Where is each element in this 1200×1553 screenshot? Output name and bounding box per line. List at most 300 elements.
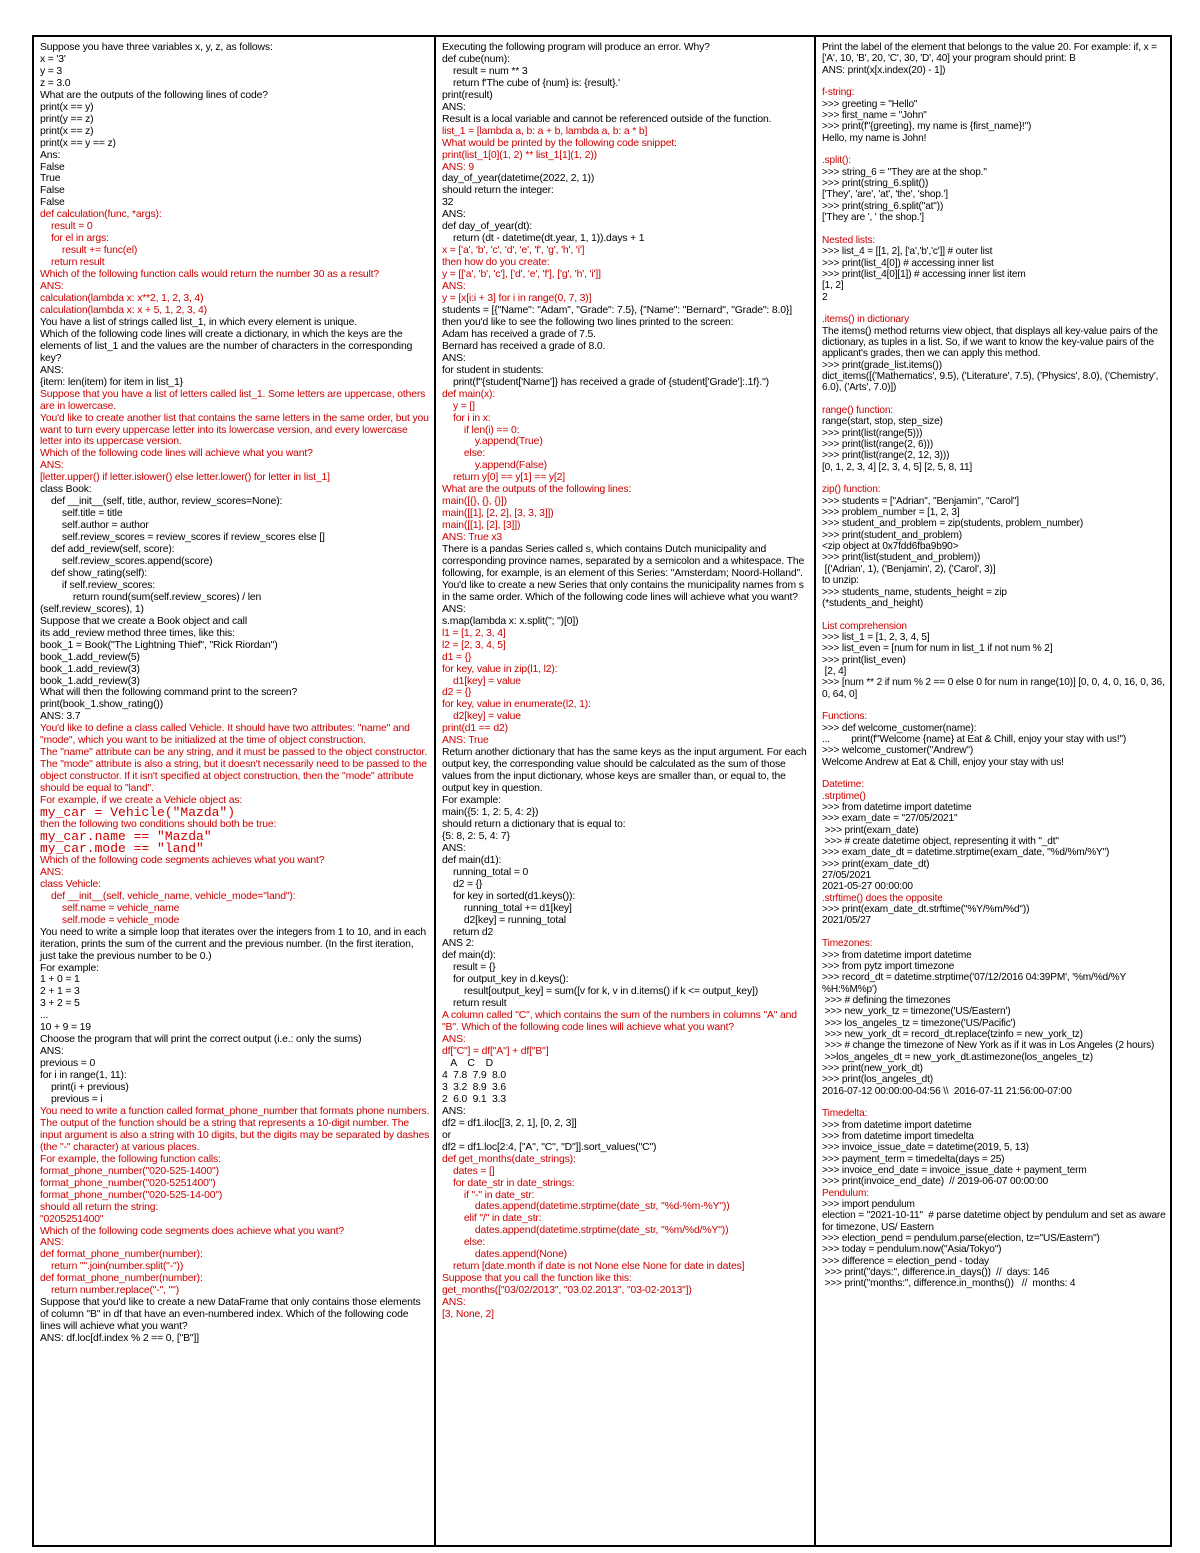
text-line: return round(sum(self.review_scores) / len xyxy=(40,591,262,603)
text-line: >>> print("months:", difference.in_months()) // months: 4 xyxy=(822,1278,1076,1290)
text-line: def get_months(date_strings): xyxy=(442,1153,576,1165)
text-line: y.append(False) xyxy=(442,460,547,472)
text-line: df2 = df1.loc[2:4, ["A", "C", "D"]].sort_values("C") xyxy=(442,1141,657,1153)
text-line: y = [x[i:i + 3] for i in range(0, 7, 3)] xyxy=(442,293,592,305)
text-line: book_1.add_review(3) xyxy=(40,663,140,675)
text-line: (*students_and_height) xyxy=(822,597,924,609)
text-line: Which of the following code segments does achieve what you want? xyxy=(40,1225,345,1237)
text-line: calculation(lambda x: x + 5, 1, 2, 3, 4) xyxy=(40,304,207,316)
text-line: return "".join(number.split("-")) xyxy=(40,1261,184,1273)
text-line: ANS: True xyxy=(442,735,489,747)
text-line: What will then the following command print to the screen? xyxy=(40,687,298,699)
text-line: zip() function: xyxy=(822,484,881,496)
text-line xyxy=(822,768,1166,779)
text-line: 3 3.2 8.9 3.6 xyxy=(442,1081,507,1093)
text-line: The items() method returns view object, that displays all key-value pairs of the dictionary, as tuples in a list. So, if we want to know the key-value pairs of the applicant's grades, then we can apply this method. xyxy=(822,325,1161,360)
text-line: self.review_scores.append(score) xyxy=(40,555,213,567)
text-line: main({5: 1, 2: 5, 4: 2}) xyxy=(442,807,539,818)
text-line: ANS: xyxy=(442,1297,466,1309)
text-line xyxy=(822,224,1166,235)
text-line: (self.review_scores), 1) xyxy=(40,603,144,615)
text-line: >>> print(list(range(2, 6))) xyxy=(822,439,934,451)
text-line: result = 0 xyxy=(40,221,93,233)
text-line: def main(d): xyxy=(442,950,496,962)
text-line: [0, 1, 2, 3, 4] [2, 3, 4, 5] [2, 5, 8, 11] xyxy=(822,461,973,473)
text-line: ['They', 'are', 'at', 'the', 'shop.'] xyxy=(822,189,948,201)
text-line: dates.append(datetime.strptime(date_str, "%d-%m-%Y")) xyxy=(442,1201,730,1213)
text-line: d2[key] = running_total xyxy=(442,914,566,926)
text-line: For example: xyxy=(40,962,99,974)
text-line: range() function: xyxy=(822,405,893,416)
text-line: 2021-05-27 00:00:00 xyxy=(822,881,913,893)
text-line: result = num ** 3 xyxy=(442,65,528,77)
text-line: def main(d1): xyxy=(442,854,502,866)
text-line: .items() in dictionary xyxy=(822,314,910,326)
text-line: result = {} xyxy=(442,962,496,974)
text-line: >>> payment_term = timedelta(days = 25) xyxy=(822,1153,1005,1165)
text-line: >>> def welcome_customer(name): xyxy=(822,722,977,734)
text-line: my_car.name == "Mazda" xyxy=(40,828,212,844)
text-line: running_total = 0 xyxy=(442,866,529,878)
column-1 xyxy=(34,37,434,1545)
text-line: def day_of_year(dt): xyxy=(442,221,532,233)
text-line: ANS: xyxy=(442,1034,466,1046)
text-line: ['They are ', ' the shop.'] xyxy=(822,212,924,224)
text-line xyxy=(822,394,1166,405)
text-line: A C D xyxy=(442,1058,494,1070)
text-line: d2 = {} xyxy=(442,878,483,890)
text-line: For example, the following function calls: xyxy=(40,1153,221,1165)
text-line: Suppose that you call the function like this: xyxy=(442,1273,632,1285)
text-line: d1[key] = value xyxy=(442,675,521,687)
text-line: print(x == y) xyxy=(40,101,94,113)
text-line: print(book_1.show_rating()) xyxy=(40,699,164,711)
text-line: {5: 8, 2: 5, 4: 7} xyxy=(442,830,510,842)
text-line xyxy=(822,76,1166,87)
text-line: format_phone_number("020-525-1400") xyxy=(40,1165,219,1177)
text-line: Timezones: xyxy=(822,938,873,950)
text-line: You'd like to create a new Series that only contains the municipality names from s in the same order. Which of the following code lines will achieve what you want? xyxy=(442,579,807,603)
text-line: main([{}, {}, {}]) xyxy=(442,496,507,508)
text-line: {item: len(item) for item in list_1} xyxy=(40,376,184,388)
text-line: Bernard has received a grade of 8.0. xyxy=(442,340,606,352)
text-line: running_total += d1[key] xyxy=(442,902,572,914)
text-line: >>> [num ** 2 if num % 2 == 0 else 0 for num in range(10)] [0, 0, 4, 0, 16, 0, 36, 0, 64, 0] xyxy=(822,677,1168,700)
text-line: elif "/" in date_str: xyxy=(442,1213,542,1225)
text-line: >>> print(exam_date) xyxy=(822,824,919,836)
text-line: book_1.add_review(5) xyxy=(40,651,140,663)
text-line: For example, if we create a Vehicle object as: xyxy=(40,795,243,807)
text-line: ANS: df.loc[df.index % 2 == 0, ["B"]] xyxy=(40,1333,199,1345)
text-line: dates.append(None) xyxy=(442,1249,567,1261)
text-line: >>> print(list_4[0]) # accessing inner list xyxy=(822,257,994,269)
text-line: >>> difference = election_pend - today xyxy=(822,1255,989,1267)
text-line: >>> # change the timezone of New York as if it was in Los Angeles (2 hours) xyxy=(822,1040,1155,1052)
text-line: return [date.month if date is not None else None for date in dates] xyxy=(442,1261,745,1273)
text-line: should return a dictionary that is equal to: xyxy=(442,818,626,830)
text-line: if self.review_scores: xyxy=(40,579,156,591)
text-line: ... print(f"Welcome {name} at Eat & Chill, enjoy your stay with us!") xyxy=(822,733,1127,745)
text-line: >>> exam_date = "27/05/2021" xyxy=(822,813,958,825)
text-line: ANS: xyxy=(442,209,466,221)
text-line: True xyxy=(40,173,61,185)
text-line: def __init__(self, title, author, review_scores=None): xyxy=(40,496,283,508)
text-line: ANS: xyxy=(40,364,64,376)
text-line: Executing the following program will produce an error. Why? xyxy=(442,42,710,53)
text-line: ANS: xyxy=(40,866,64,878)
text-line: day_of_year(datetime(2022, 2, 1)) xyxy=(442,173,595,185)
text-line: ANS: xyxy=(442,101,466,113)
text-line: ANS: print(x[x.index(20) - 1]) xyxy=(822,64,946,76)
text-line: return (dt - datetime(dt.year, 1, 1)).days + 1 xyxy=(442,233,645,245)
text-line: ANS: xyxy=(40,1046,64,1058)
text-line: print(x == z) xyxy=(40,125,94,137)
text-line: self.review_scores = review_scores if review_scores else [] xyxy=(40,532,325,544)
text-line: >>> # create datetime object, representing it with "_dt" xyxy=(822,836,1059,848)
text-line: Datetime: xyxy=(822,779,864,791)
text-line: to unzip: xyxy=(822,575,859,587)
text-line: d1 = {} xyxy=(442,651,472,663)
text-line: main([[1], [2], [3]]) xyxy=(442,520,521,532)
text-line: print(y == z) xyxy=(40,113,94,125)
text-line: Pendulum: xyxy=(822,1187,869,1199)
text-line: d2[key] = value xyxy=(442,711,521,723)
text-line: Functions: xyxy=(822,711,868,723)
text-line: previous = i xyxy=(40,1094,103,1106)
text-line: >>> print(grade_list.items()) xyxy=(822,359,942,371)
text-line: dates = [] xyxy=(442,1165,495,1177)
text-line: for i in range(1, 11): xyxy=(40,1070,127,1082)
text-line: result[output_key] = sum([v for k, v in d.items() if k <= output_key]) xyxy=(442,986,759,998)
text-line: format_phone_number("020-5251400") xyxy=(40,1177,216,1189)
text-line: 10 + 9 = 19 xyxy=(40,1022,91,1034)
text-line: >>> greeting = "Hello" xyxy=(822,98,918,110)
text-line: >>> list_4 = [[1, 2], ['a','b','c']] # outer list xyxy=(822,246,993,258)
text-line: for i in x: xyxy=(442,412,491,424)
text-line: should all return the string: xyxy=(40,1201,159,1213)
text-line: if "-" in date_str: xyxy=(442,1189,535,1201)
text-line: [('Adrian', 1), ('Benjamin', 2), ('Carol', 3)] xyxy=(822,563,996,575)
text-line: The "name" attribute can be any string, and it must be passed to the object constructor. The "mode" attribute is also a string, but it doesn't necessarily need to be passed to the object constructor. If it isn't specified at object construction, then the "mode" attribute should be equal to "land". xyxy=(40,747,430,795)
text-line: False xyxy=(40,161,65,173)
text-line: What are the outputs of the following lines: xyxy=(442,484,632,496)
text-line: range(start, stop, step_size) xyxy=(822,416,943,428)
text-line: self.author = author xyxy=(40,520,149,532)
text-line: Suppose that we create a Book object and call xyxy=(40,615,247,627)
text-line: return number.replace("-", "") xyxy=(40,1285,180,1297)
text-line: 32 xyxy=(442,197,454,209)
text-line: Print the label of the element that belongs to the value 20. For example: if, x = ['A', 10, 'B', 20, 'C', 30, 'D', 40] your program should print: B xyxy=(822,42,1160,65)
text-line: dates.append(datetime.strptime(date_str, "%m/%d/%Y")) xyxy=(442,1225,729,1237)
text-line: for key in sorted(d1.keys()): xyxy=(442,890,576,902)
text-line: should return the integer: xyxy=(442,185,554,197)
text-line: 2 + 1 = 3 xyxy=(40,986,80,998)
text-line: ANS 2: xyxy=(442,938,475,950)
text-line: print(f"{student['Name']} has received a grade of {student['Grade']:.1f}.") xyxy=(442,376,769,388)
text-line: 1 + 0 = 1 xyxy=(40,974,80,986)
text-line: >>> print(f"{greeting}, my name is {first_name}!") xyxy=(822,121,1032,133)
text-line: dict_items([('Mathematics', 9.5), ('Literature', 7.5), ('Physics', 8.0), ('Chemistry', 6.0), ('Arts', 7.0)]) xyxy=(822,370,1161,394)
text-line: d2 = {} xyxy=(442,687,472,699)
text-line: >>> from datetime import timedelta xyxy=(822,1131,974,1142)
text-line: Suppose that you have a list of letters called list_1. Some letters are uppercase, others are in lowercase. xyxy=(40,388,428,412)
text-line: my_car.mode == "land" xyxy=(40,840,204,856)
text-line: return f'The cube of {num} is: {result}.' xyxy=(442,77,621,89)
text-line: >>> print(new_york_dt) xyxy=(822,1062,923,1074)
text-line: >>> from pytz import timezone xyxy=(822,960,955,972)
text-line: students = [{"Name": "Adam", "Grade": 7.5}, {"Name": "Bernard", "Grade": 8.0}] xyxy=(442,304,792,316)
text-line: >>> # defining the timezones xyxy=(822,994,951,1006)
text-line: ... xyxy=(40,1010,49,1022)
text-line: ANS: xyxy=(40,460,64,472)
text-line: format_phone_number("020-525-14-00") xyxy=(40,1189,223,1201)
text-line: return d2 xyxy=(442,926,494,938)
text-line: else: xyxy=(442,1237,486,1249)
text-line: Choose the program that will print the correct output (i.e.: only the sums) xyxy=(40,1034,362,1046)
text-line: >>> print(list(student_and_problem)) xyxy=(822,552,981,564)
text-line: def cube(num): xyxy=(442,53,510,65)
text-line: y = 3 xyxy=(40,65,63,77)
text-line: What would be printed by the following code snippet: xyxy=(442,137,677,149)
text-line: "0205251400" xyxy=(40,1213,104,1225)
text-line: ANS: True x3 xyxy=(442,532,502,544)
text-line: list_1 = [lambda a, b: a + b, lambda a, b: a * b] xyxy=(442,125,648,137)
text-line: >>> problem_number = [1, 2, 3] xyxy=(822,507,960,519)
text-line: 4 7.8 7.9 8.0 xyxy=(442,1069,507,1081)
text-line: df2 = df1.iloc[[3, 2, 1], [0, 2, 3]] xyxy=(442,1117,577,1129)
text-line: book_1 = Book("The Lightning Thief", "Rick Riordan") xyxy=(40,639,278,651)
text-line: False xyxy=(40,185,65,197)
text-line: return y[0] == y[1] == y[2] xyxy=(442,472,565,484)
text-line: Ans: xyxy=(40,149,61,161)
text-line: Which of the following function calls would return the number 30 as a result? xyxy=(40,269,380,281)
text-line: >>> print(los_angeles_dt) xyxy=(822,1074,934,1086)
text-line: A column called "C", which contains the sum of the numbers in columns "A" and "B". Which of the following code lines will achieve what you want? xyxy=(442,1010,800,1034)
text-line xyxy=(822,609,1166,620)
text-line: .split(): xyxy=(822,155,851,167)
text-line: >>> students = ["Adrian", "Benjamin", "Carol"] xyxy=(822,495,1019,507)
text-line: >>> print(string_6.split("at")) xyxy=(822,200,944,212)
text-line: >>> from datetime import datetime xyxy=(822,949,972,961)
text-line: def main(x): xyxy=(442,388,496,400)
text-line: >>> print(list(range(5))) xyxy=(822,427,923,439)
text-line: 2 xyxy=(822,291,828,303)
text-line: or xyxy=(442,1129,451,1141)
text-line xyxy=(822,1097,1166,1108)
text-line: >>> from datetime import datetime xyxy=(822,802,972,814)
text-line: >>> election_pend = pendulum.parse(election, tz="US/Eastern") xyxy=(822,1233,1100,1245)
text-line: calculation(lambda x: x**2, 1, 2, 3, 4) xyxy=(40,293,204,305)
text-line: then you'd like to see the following two lines printed to the screen: xyxy=(442,316,734,328)
text-line: >>> exam_date_dt = datetime.strptime(exam_date, "%d/%m/%Y") xyxy=(822,847,1110,859)
text-line: >>> print(invoice_end_date) // 2019-06-07 00:00:00 xyxy=(822,1176,1049,1188)
text-line: get_months(["03/02/2013", "03.02.2013", "03-02-2013"]) xyxy=(442,1285,692,1297)
text-line: return result xyxy=(442,998,507,1010)
text-line: def show_rating(self): xyxy=(40,567,147,579)
text-line: l2 = [2, 3, 4, 5] xyxy=(442,639,506,651)
text-line: Which of the following code lines will create a dictionary, in which the keys are the elements of list_1 and the values are the number of characters in the corresponding key? xyxy=(40,328,415,364)
text-line: ANS: xyxy=(40,281,64,293)
text-line: ANS: xyxy=(442,352,466,364)
text-line: >>> today = pendulum.now("Asia/Tokyo") xyxy=(822,1244,1002,1256)
text-line: You have a list of strings called list_1, in which every element is unique. xyxy=(40,316,358,328)
text-line xyxy=(822,144,1166,155)
text-line: >>> record_dt = datetime.strptime('07/12/2016 04:39PM', '%m/%d/%Y %H:%M%p') xyxy=(822,972,1129,995)
text-line: for student in students: xyxy=(442,364,544,376)
text-line: >>> print(student_and_problem) xyxy=(822,529,962,541)
text-line: >>> students_name, students_height = zip xyxy=(822,586,1007,598)
text-line: >>> print(exam_date_dt.strftime("%Y/%m/%d")) xyxy=(822,904,1030,916)
text-line: >>> welcome_customer("Andrew") xyxy=(822,745,974,757)
text-line: def add_review(self, score): xyxy=(40,544,175,556)
text-line: 2021/05/27 xyxy=(822,915,872,927)
text-line: z = 3.0 xyxy=(40,77,71,89)
text-line: >>> from datetime import datetime xyxy=(822,1119,972,1131)
column-3 xyxy=(814,37,1170,1545)
text-line: for el in args: xyxy=(40,233,109,245)
text-line: Suppose that you'd like to create a new DataFrame that only contains those elements of column "B" in df that have an even-numbered index. Which of the following code lines will achieve what you want? xyxy=(40,1297,424,1333)
text-line: >>> string_6 = "They are at the shop." xyxy=(822,166,987,178)
text-line: [letter.upper() if letter.islower() else letter.lower() for letter in list_1] xyxy=(40,472,330,484)
text-line: Hello, my name is John! xyxy=(822,132,927,144)
text-line: for output_key in d.keys(): xyxy=(442,974,569,986)
text-line: >>> list_even = [num for num in list_1 if not num % 2] xyxy=(822,643,1053,655)
text-line: What are the outputs of the following lines of code? xyxy=(40,89,268,101)
text-line: self.mode = vehicle_mode xyxy=(40,914,180,926)
text-line: >>> print(exam_date_dt) xyxy=(822,858,930,870)
text-line: >>> import pendulum xyxy=(822,1199,915,1211)
text-line: 2016-07-12 00:00:00-04:56 \\ 2016-07-11 21:56:00-07:00 xyxy=(822,1085,1072,1097)
text-line: y = [['a', 'b', 'c'], ['d', 'e', 'f'], ['g', 'h', 'i']] xyxy=(442,269,601,281)
text-line: Nested lists: xyxy=(822,234,876,246)
text-line: f-string: xyxy=(822,87,855,99)
text-line: def format_phone_number(number): xyxy=(40,1273,203,1285)
text-line: print(i + previous) xyxy=(40,1082,129,1094)
text-line: ANS: xyxy=(442,603,466,615)
text-line: >>> list_1 = [1, 2, 3, 4, 5] xyxy=(822,631,930,643)
text-line: Which of the following code segments achieves what you want? xyxy=(40,854,325,866)
text-line xyxy=(822,927,1166,938)
text-line: [2, 4] xyxy=(822,665,847,677)
text-line: You need to write a simple loop that iterates over the integers from 1 to 10, and in each iteration, prints the sum of the current and the previous number. (In the first iteration, just take the previous number to be 0.) xyxy=(40,926,429,962)
text-line: ANS: xyxy=(442,1105,466,1117)
text-line: You'd like to define a class called Vehicle. It should have two attributes: "name" and "mode", which you want to be initialized at the time of object construction. xyxy=(40,723,413,747)
text-line: l1 = [1, 2, 3, 4] xyxy=(442,627,506,639)
text-line xyxy=(822,473,1166,484)
text-line: self.name = vehicle_name xyxy=(40,902,180,914)
text-line: >>> new_york_tz = timezone('US/Eastern') xyxy=(822,1006,1011,1018)
text-line: 2 6.0 9.1 3.3 xyxy=(442,1093,507,1105)
text-line: class Book: xyxy=(40,484,92,496)
text-line: You'd like to create another list that contains the same letters in the same order, but you want to turn every uppercase letter into its lowercase version, and every lowercase letter into its uppercase version. xyxy=(40,412,432,448)
text-line: print(x == y == z) xyxy=(40,137,116,149)
text-line: >>> invoice_issue_date = datetime(2019, 5, 13) xyxy=(822,1142,1029,1154)
text-line: 27/05/2021 xyxy=(822,870,872,882)
text-line: ANS: xyxy=(442,842,466,854)
text-line: Which of the following code lines will achieve what you want? xyxy=(40,448,313,460)
text-line: ANS: xyxy=(40,1237,64,1249)
text-line: >>los_angeles_dt = new_york_dt.astimezone(los_angeles_tz) xyxy=(822,1051,1094,1063)
text-line: List comprehension xyxy=(822,620,907,632)
text-line: Timedelta: xyxy=(822,1108,868,1120)
text-line: y = [] xyxy=(442,400,475,412)
text-line: y.append(True) xyxy=(442,436,543,448)
text-line: x = '3' xyxy=(40,53,66,65)
text-line: def calculation(func, *args): xyxy=(40,209,162,221)
text-line: >>> print(list_4[0][1]) # accessing inner list item xyxy=(822,268,1026,280)
text-line: Suppose you have three variables x, y, z, as follows: xyxy=(40,42,273,53)
text-line: df["C"] = df["A"] + df["B"] xyxy=(442,1046,549,1058)
text-line: my_car = Vehicle("Mazda") xyxy=(40,805,236,820)
text-line: Welcome Andrew at Eat & Chill, enjoy your stay with us! xyxy=(822,756,1064,768)
text-line: There is a pandas Series called s, which contains Dutch municipality and corresponding province names, separated by a semicolon and a whitespace. The following, for example, is an element of this Series: "Amsterdam; Noord-Holland". xyxy=(442,544,807,579)
column-2 xyxy=(434,37,814,1545)
text-line: ANS: xyxy=(442,281,466,293)
text-line: previous = 0 xyxy=(40,1058,96,1070)
text-line: book_1.add_review(3) xyxy=(40,675,140,687)
text-line: >>> invoice_end_date = invoice_issue_date + payment_term xyxy=(822,1165,1087,1177)
text-line: Result is a local variable and cannot be referenced outside of the function. xyxy=(442,113,772,125)
text-line: x = ['a', 'b', 'c', 'd', 'e', 'f', 'g', 'h', 'i'] xyxy=(442,245,585,257)
text-line: >>> print(list(range(2, 12, 3))) xyxy=(822,450,950,462)
text-line: >>> print(string_6.split()) xyxy=(822,178,929,190)
text-line: return result xyxy=(40,257,105,269)
text-line: You need to write a function called format_phone_number that formats phone numbers. The output of the function should be a string that represents a 10-digit number. The input argument is also a string with 10 digits, but the digits may be separated by dashes (the "-" character) at various places. xyxy=(40,1105,432,1153)
text-line: for key, value in enumerate(l2, 1): xyxy=(442,699,591,711)
text-line: .strftime() does the opposite xyxy=(822,892,943,904)
text-line: >>> los_angeles_tz = timezone('US/Pacific') xyxy=(822,1017,1016,1029)
text-line: if len(i) == 0: xyxy=(442,424,520,436)
text-line: for date_str in date_strings: xyxy=(442,1177,575,1189)
text-line: >>> print(list_even) xyxy=(822,654,906,666)
text-line: self.title = title xyxy=(40,508,123,520)
text-line: def __init__(self, vehicle_name, vehicle_mode="land"): xyxy=(40,890,296,902)
text-line: class Vehicle: xyxy=(40,878,101,890)
text-line: s.map(lambda x: x.split("; ")[0]) xyxy=(442,615,579,627)
text-line: 3 + 2 = 5 xyxy=(40,998,80,1010)
text-line: >>> new_york_dt = record_dt.replace(tzinfo = new_york_tz) xyxy=(822,1028,1083,1040)
text-line: .strptime() xyxy=(822,790,866,802)
text-line: its add_review method three times, like this: xyxy=(40,627,235,639)
text-line: [1, 2] xyxy=(822,280,844,292)
text-line: print(list_1[0](1, 2) ** list_1[1](1, 2)) xyxy=(442,149,597,161)
text-line: >>> first_name = "John" xyxy=(822,110,927,122)
text-line: print(d1 == d2) xyxy=(442,723,508,735)
text-line: ANS: 9 xyxy=(442,161,475,173)
text-line xyxy=(822,700,1166,711)
text-line: election = "2021-10-11" # parse datetime object by pendulum and set as aware for timezone, US/ Eastern xyxy=(822,1210,1169,1233)
text-line: Return another dictionary that has the same keys as the input argument. For each output key, the corresponding value should be calculated as the sum of those values from the input dictionary, whose keys are smaller than, or equal to, the output key in question. xyxy=(442,747,810,795)
text-line: then how do you create: xyxy=(442,257,550,269)
text-line: for key, value in zip(l1, l2): xyxy=(442,663,558,675)
text-line xyxy=(822,303,1166,314)
text-line: ANS: 3.7 xyxy=(40,711,81,723)
text-line: [3, None, 2] xyxy=(442,1309,494,1321)
text-line: def format_phone_number(number): xyxy=(40,1249,203,1261)
text-line: result += func(el) xyxy=(40,245,138,257)
text-line: print(result) xyxy=(442,89,493,101)
text-line: >>> student_and_problem = zip(students, problem_number) xyxy=(822,518,1084,530)
text-line: >>> print("days:", difference.in_days()) // days: 146 xyxy=(822,1267,1050,1279)
text-line: <zip object at 0x7fdd6fba9b90> xyxy=(822,541,959,553)
text-line: main([[1], [2, 2], [3, 3, 3]]) xyxy=(442,508,554,520)
cheat-sheet-page xyxy=(32,35,1172,1547)
text-line: then the following two conditions should both be true: xyxy=(40,819,277,830)
text-line: False xyxy=(40,197,65,209)
text-line: For example: xyxy=(442,795,501,807)
text-line: else: xyxy=(442,448,486,460)
text-line: Adam has received a grade of 7.5. xyxy=(442,328,596,340)
